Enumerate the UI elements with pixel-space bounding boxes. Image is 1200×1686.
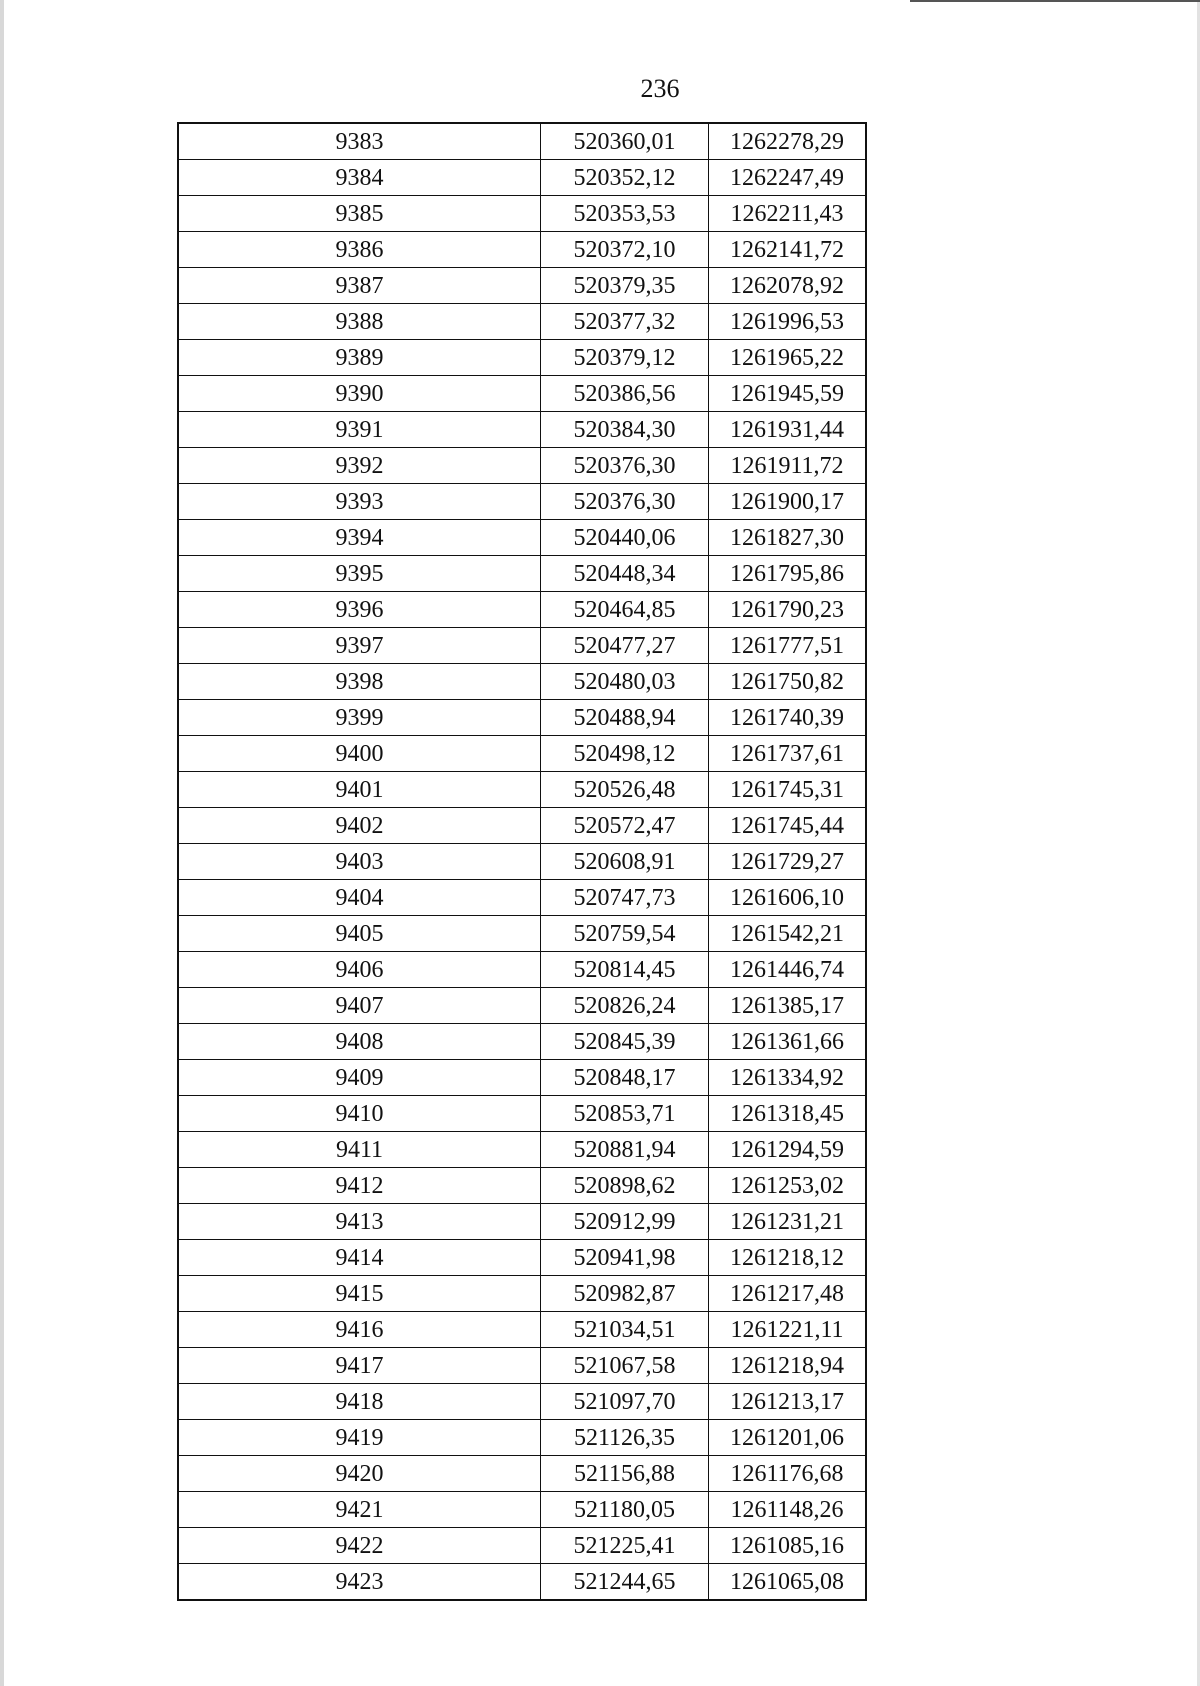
x-coordinate-cell: 520386,56: [541, 376, 709, 412]
table-row: [178, 484, 866, 520]
x-coordinate-cell: 521067,58: [541, 1348, 709, 1384]
table-row: [178, 664, 866, 700]
table-row: [178, 1564, 866, 1601]
y-coordinate-cell: 1261606,10: [709, 880, 867, 916]
table-row: [178, 1456, 866, 1492]
x-coordinate-cell: 520881,94: [541, 1132, 709, 1168]
y-coordinate-cell: 1261361,66: [709, 1024, 867, 1060]
x-coordinate-cell: 520480,03: [541, 664, 709, 700]
x-coordinate-cell: 520379,12: [541, 340, 709, 376]
y-coordinate-cell: 1261318,45: [709, 1096, 867, 1132]
point-number-cell: 9394: [178, 520, 541, 556]
x-coordinate-cell: 520608,91: [541, 844, 709, 880]
y-coordinate-cell: 1261201,06: [709, 1420, 867, 1456]
point-number-cell: 9415: [178, 1276, 541, 1312]
point-number-cell: 9419: [178, 1420, 541, 1456]
y-coordinate-cell: 1261334,92: [709, 1060, 867, 1096]
point-number-cell: 9408: [178, 1024, 541, 1060]
x-coordinate-cell: 520814,45: [541, 952, 709, 988]
x-coordinate-cell: 521244,65: [541, 1564, 709, 1601]
y-coordinate-cell: 1261996,53: [709, 304, 867, 340]
table-row: [178, 1204, 866, 1240]
table-row: [178, 196, 866, 232]
x-coordinate-cell: 520376,30: [541, 448, 709, 484]
table-row: [178, 988, 866, 1024]
page-number: 236: [640, 74, 680, 103]
y-coordinate-cell: 1261221,11: [709, 1312, 867, 1348]
y-coordinate-cell: 1261213,17: [709, 1384, 867, 1420]
point-number-cell: 9383: [178, 123, 541, 160]
y-coordinate-cell: 1262247,49: [709, 160, 867, 196]
y-coordinate-cell: 1261085,16: [709, 1528, 867, 1564]
x-coordinate-cell: 521126,35: [541, 1420, 709, 1456]
x-coordinate-cell: 520845,39: [541, 1024, 709, 1060]
table-row: [178, 232, 866, 268]
point-number-cell: 9395: [178, 556, 541, 592]
point-number-cell: 9405: [178, 916, 541, 952]
point-number-cell: 9384: [178, 160, 541, 196]
x-coordinate-cell: 520912,99: [541, 1204, 709, 1240]
table-row: [178, 123, 866, 160]
coordinates-table: [177, 122, 867, 1601]
x-coordinate-cell: 520376,30: [541, 484, 709, 520]
y-coordinate-cell: 1262078,92: [709, 268, 867, 304]
table-row: [178, 1384, 866, 1420]
point-number-cell: 9414: [178, 1240, 541, 1276]
point-number-cell: 9411: [178, 1132, 541, 1168]
y-coordinate-cell: 1261931,44: [709, 412, 867, 448]
y-coordinate-cell: 1261750,82: [709, 664, 867, 700]
y-coordinate-cell: 1261790,23: [709, 592, 867, 628]
table-row: [178, 844, 866, 880]
point-number-cell: 9418: [178, 1384, 541, 1420]
table-row: [178, 268, 866, 304]
x-coordinate-cell: 520384,30: [541, 412, 709, 448]
table-row: [178, 1132, 866, 1168]
point-number-cell: 9387: [178, 268, 541, 304]
table-row: [178, 1060, 866, 1096]
point-number-cell: 9399: [178, 700, 541, 736]
point-number-cell: 9393: [178, 484, 541, 520]
y-coordinate-cell: 1261745,44: [709, 808, 867, 844]
x-coordinate-cell: 520377,32: [541, 304, 709, 340]
table-row: [178, 448, 866, 484]
x-coordinate-cell: 520488,94: [541, 700, 709, 736]
table-row: [178, 304, 866, 340]
y-coordinate-cell: 1261777,51: [709, 628, 867, 664]
x-coordinate-cell: 520352,12: [541, 160, 709, 196]
point-number-cell: 9413: [178, 1204, 541, 1240]
x-coordinate-cell: 520360,01: [541, 123, 709, 160]
point-number-cell: 9397: [178, 628, 541, 664]
point-number-cell: 9385: [178, 196, 541, 232]
y-coordinate-cell: 1261231,21: [709, 1204, 867, 1240]
table-row: [178, 1528, 866, 1564]
table-row: [178, 592, 866, 628]
y-coordinate-cell: 1261218,12: [709, 1240, 867, 1276]
table-row: [178, 700, 866, 736]
point-number-cell: 9388: [178, 304, 541, 340]
table-row: [178, 556, 866, 592]
y-coordinate-cell: 1261176,68: [709, 1456, 867, 1492]
point-number-cell: 9407: [178, 988, 541, 1024]
y-coordinate-cell: 1261745,31: [709, 772, 867, 808]
x-coordinate-cell: 521097,70: [541, 1384, 709, 1420]
point-number-cell: 9398: [178, 664, 541, 700]
point-number-cell: 9409: [178, 1060, 541, 1096]
x-coordinate-cell: 520572,47: [541, 808, 709, 844]
x-coordinate-cell: 521225,41: [541, 1528, 709, 1564]
point-number-cell: 9396: [178, 592, 541, 628]
table-row: [178, 1240, 866, 1276]
x-coordinate-cell: 520826,24: [541, 988, 709, 1024]
x-coordinate-cell: 520853,71: [541, 1096, 709, 1132]
x-coordinate-cell: 521180,05: [541, 1492, 709, 1528]
table-row: [178, 772, 866, 808]
x-coordinate-cell: 520526,48: [541, 772, 709, 808]
table-row: [178, 376, 866, 412]
x-coordinate-cell: 520941,98: [541, 1240, 709, 1276]
table-row: [178, 340, 866, 376]
y-coordinate-cell: 1261218,94: [709, 1348, 867, 1384]
x-coordinate-cell: 520498,12: [541, 736, 709, 772]
coordinates-table-body: [178, 123, 866, 1600]
point-number-cell: 9404: [178, 880, 541, 916]
y-coordinate-cell: 1261900,17: [709, 484, 867, 520]
y-coordinate-cell: 1261945,59: [709, 376, 867, 412]
point-number-cell: 9412: [178, 1168, 541, 1204]
table-row: [178, 412, 866, 448]
x-coordinate-cell: 520464,85: [541, 592, 709, 628]
y-coordinate-cell: 1262211,43: [709, 196, 867, 232]
point-number-cell: 9403: [178, 844, 541, 880]
table-row: [178, 952, 866, 988]
y-coordinate-cell: 1261446,74: [709, 952, 867, 988]
point-number-cell: 9390: [178, 376, 541, 412]
table-row: [178, 1096, 866, 1132]
x-coordinate-cell: 520379,35: [541, 268, 709, 304]
point-number-cell: 9421: [178, 1492, 541, 1528]
table-row: [178, 808, 866, 844]
x-coordinate-cell: 521034,51: [541, 1312, 709, 1348]
table-row: [178, 520, 866, 556]
table-row: [178, 1276, 866, 1312]
y-coordinate-cell: 1261542,21: [709, 916, 867, 952]
point-number-cell: 9406: [178, 952, 541, 988]
point-number-cell: 9420: [178, 1456, 541, 1492]
x-coordinate-cell: 520440,06: [541, 520, 709, 556]
point-number-cell: 9392: [178, 448, 541, 484]
table-row: [178, 916, 866, 952]
scan-left-edge: [0, 0, 4, 1686]
table-row: [178, 1024, 866, 1060]
y-coordinate-cell: 1262278,29: [709, 123, 867, 160]
y-coordinate-cell: 1261737,61: [709, 736, 867, 772]
table-row: [178, 1312, 866, 1348]
x-coordinate-cell: 520372,10: [541, 232, 709, 268]
point-number-cell: 9410: [178, 1096, 541, 1132]
x-coordinate-cell: 520747,73: [541, 880, 709, 916]
table-row: [178, 628, 866, 664]
point-number-cell: 9401: [178, 772, 541, 808]
scan-top-line: [910, 0, 1200, 2]
y-coordinate-cell: 1261065,08: [709, 1564, 867, 1601]
y-coordinate-cell: 1261965,22: [709, 340, 867, 376]
x-coordinate-cell: 520759,54: [541, 916, 709, 952]
y-coordinate-cell: 1261253,02: [709, 1168, 867, 1204]
x-coordinate-cell: 521156,88: [541, 1456, 709, 1492]
x-coordinate-cell: 520477,27: [541, 628, 709, 664]
y-coordinate-cell: 1261148,26: [709, 1492, 867, 1528]
y-coordinate-cell: 1261217,48: [709, 1276, 867, 1312]
y-coordinate-cell: 1262141,72: [709, 232, 867, 268]
point-number-cell: 9417: [178, 1348, 541, 1384]
point-number-cell: 9416: [178, 1312, 541, 1348]
y-coordinate-cell: 1261294,59: [709, 1132, 867, 1168]
point-number-cell: 9422: [178, 1528, 541, 1564]
table-row: [178, 1168, 866, 1204]
point-number-cell: 9400: [178, 736, 541, 772]
y-coordinate-cell: 1261911,72: [709, 448, 867, 484]
table-row: [178, 160, 866, 196]
x-coordinate-cell: 520898,62: [541, 1168, 709, 1204]
x-coordinate-cell: 520448,34: [541, 556, 709, 592]
table-row: [178, 1348, 866, 1384]
table-row: [178, 880, 866, 916]
table-row: [178, 1420, 866, 1456]
x-coordinate-cell: 520848,17: [541, 1060, 709, 1096]
y-coordinate-cell: 1261729,27: [709, 844, 867, 880]
table-row: [178, 736, 866, 772]
point-number-cell: 9402: [178, 808, 541, 844]
y-coordinate-cell: 1261385,17: [709, 988, 867, 1024]
y-coordinate-cell: 1261827,30: [709, 520, 867, 556]
x-coordinate-cell: 520353,53: [541, 196, 709, 232]
point-number-cell: 9423: [178, 1564, 541, 1601]
point-number-cell: 9386: [178, 232, 541, 268]
point-number-cell: 9389: [178, 340, 541, 376]
table-row: [178, 1492, 866, 1528]
point-number-cell: 9391: [178, 412, 541, 448]
x-coordinate-cell: 520982,87: [541, 1276, 709, 1312]
y-coordinate-cell: 1261740,39: [709, 700, 867, 736]
y-coordinate-cell: 1261795,86: [709, 556, 867, 592]
